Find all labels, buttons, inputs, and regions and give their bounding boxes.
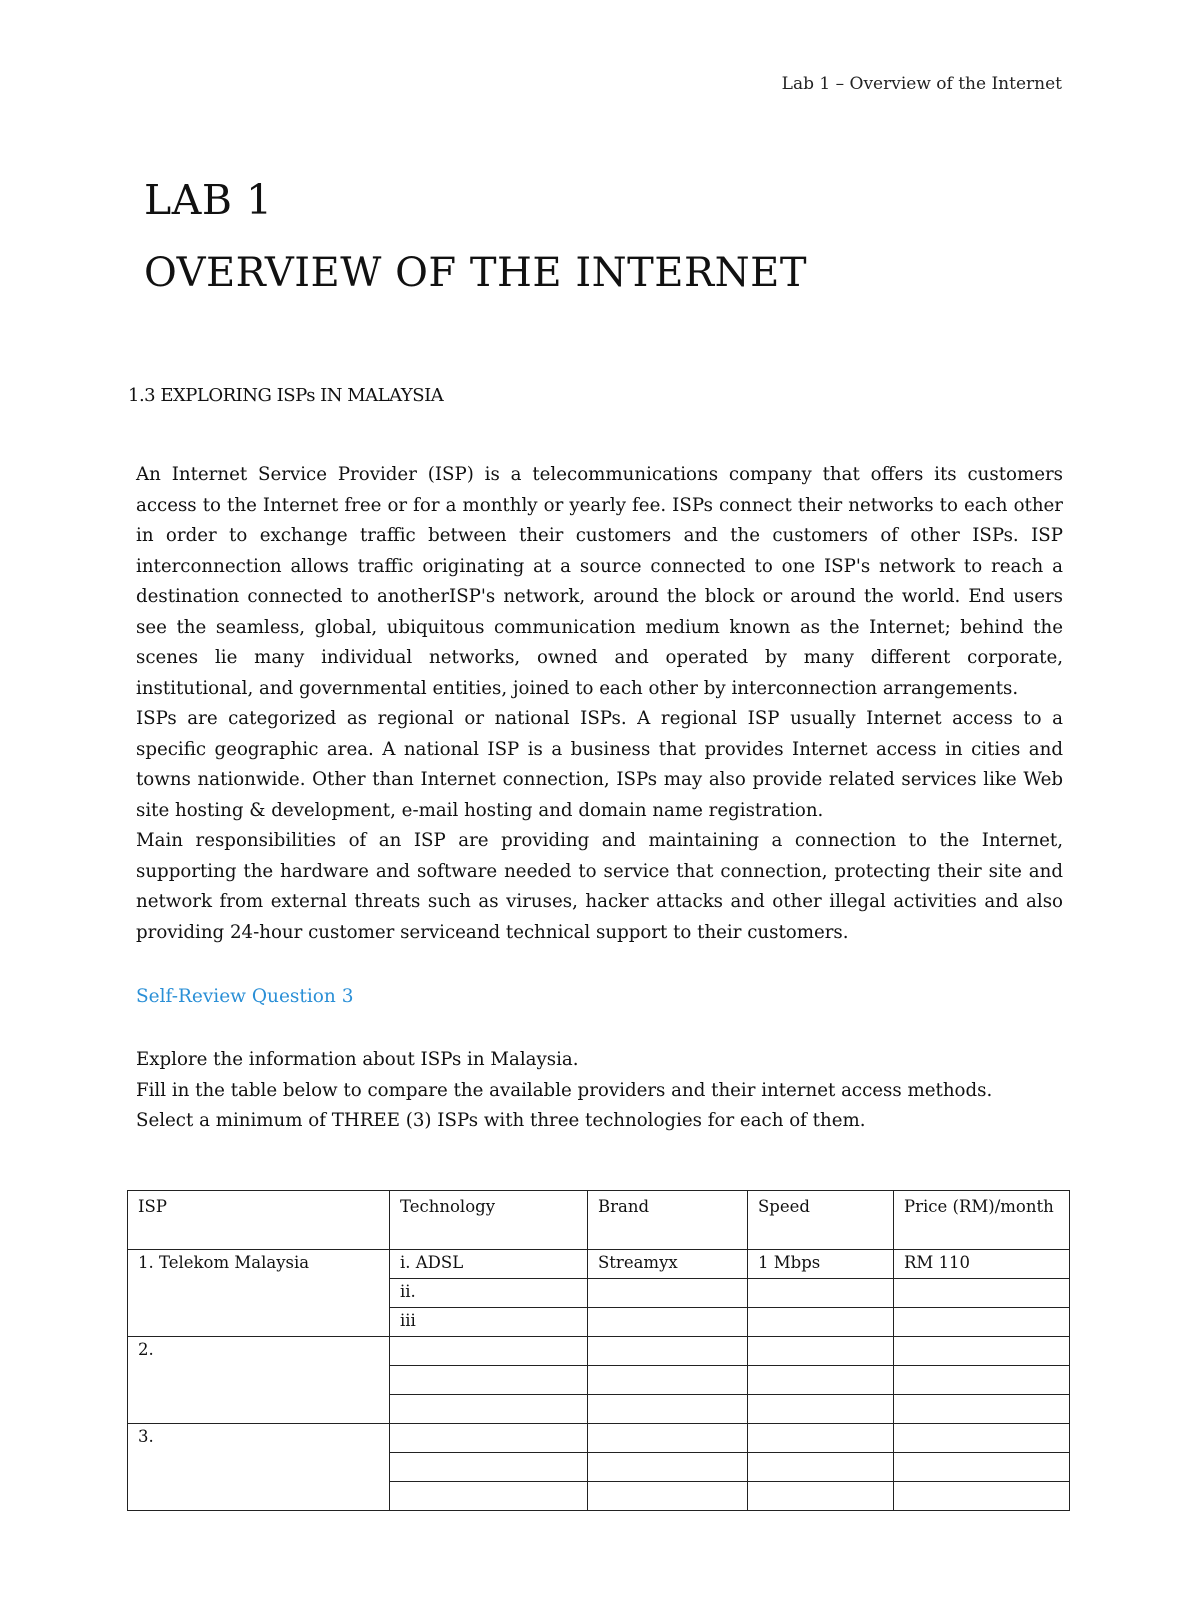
brand-cell[interactable]: [588, 1395, 748, 1424]
technology-cell[interactable]: iii: [390, 1308, 588, 1337]
price-cell[interactable]: RM 110: [894, 1250, 1070, 1279]
technology-cell[interactable]: [390, 1366, 588, 1395]
paragraph-isp-categories: ISPs are categorized as regional or national ISPs. A regional ISP usually Internet access to a specific geographic area. A national ISP is a business that provides Internet access in cities and towns nationwide. Other than Internet connection, ISPs may also provide related services like Web site hosting & development, e-mail hosting and domain name registration.: [136, 708, 1063, 821]
brand-cell[interactable]: [588, 1337, 748, 1366]
lab-number-title: LAB 1: [144, 176, 273, 224]
technology-cell[interactable]: [390, 1337, 588, 1366]
isp-cell[interactable]: 2.: [128, 1337, 390, 1424]
body-text: [136, 460, 1063, 948]
speed-cell[interactable]: [748, 1482, 894, 1511]
price-cell[interactable]: [894, 1279, 1070, 1308]
instructions: [136, 1045, 992, 1137]
price-cell[interactable]: [894, 1453, 1070, 1482]
price-cell[interactable]: [894, 1366, 1070, 1395]
speed-cell[interactable]: [748, 1366, 894, 1395]
brand-cell[interactable]: [588, 1366, 748, 1395]
table-row: [128, 1424, 1070, 1453]
header-isp: ISP: [128, 1191, 390, 1250]
brand-cell[interactable]: [588, 1308, 748, 1337]
brand-cell[interactable]: [588, 1279, 748, 1308]
technology-cell[interactable]: ii.: [390, 1279, 588, 1308]
technology-cell[interactable]: [390, 1482, 588, 1511]
speed-cell[interactable]: [748, 1424, 894, 1453]
technology-cell[interactable]: [390, 1395, 588, 1424]
isp-cell[interactable]: 1. Telekom Malaysia: [128, 1250, 390, 1337]
isp-comparison-table: [127, 1190, 1070, 1511]
instruction-line: Explore the information about ISPs in Malaysia.: [136, 1049, 579, 1070]
running-header: Lab 1 – Overview of the Internet: [781, 74, 1062, 94]
table-header-row: [128, 1191, 1070, 1250]
table-row: [128, 1337, 1070, 1366]
speed-cell[interactable]: [748, 1279, 894, 1308]
paragraph-isp-responsibilities: Main responsibilities of an ISP are providing and maintaining a connection to the Internet, supporting the hardware and software needed to service that connection, protecting their site and network from external threats such as viruses, hacker attacks and other illegal activities and also providing 24-hour customer serviceand technical support to their customers.: [136, 830, 1063, 943]
price-cell[interactable]: [894, 1424, 1070, 1453]
price-cell[interactable]: [894, 1337, 1070, 1366]
table-row: [128, 1250, 1070, 1279]
instruction-line: Fill in the table below to compare the available providers and their internet access methods.: [136, 1079, 993, 1101]
technology-cell[interactable]: [390, 1424, 588, 1453]
brand-cell[interactable]: [588, 1453, 748, 1482]
brand-cell[interactable]: [588, 1424, 748, 1453]
brand-cell[interactable]: [588, 1482, 748, 1511]
technology-cell[interactable]: [390, 1453, 588, 1482]
speed-cell[interactable]: [748, 1308, 894, 1337]
speed-cell[interactable]: 1 Mbps: [748, 1250, 894, 1279]
brand-cell[interactable]: Streamyx: [588, 1250, 748, 1279]
instruction-line: Select a minimum of THREE (3) ISPs with three technologies for each of them.: [136, 1110, 866, 1131]
price-cell[interactable]: [894, 1308, 1070, 1337]
isp-cell[interactable]: 3.: [128, 1424, 390, 1511]
header-brand: Brand: [588, 1191, 748, 1250]
technology-cell[interactable]: i. ADSL: [390, 1250, 588, 1279]
speed-cell[interactable]: [748, 1395, 894, 1424]
speed-cell[interactable]: [748, 1337, 894, 1366]
header-technology: Technology: [390, 1191, 588, 1250]
header-speed: Speed: [748, 1191, 894, 1250]
price-cell[interactable]: [894, 1395, 1070, 1424]
speed-cell[interactable]: [748, 1453, 894, 1482]
lab-title: OVERVIEW OF THE INTERNET: [144, 250, 807, 296]
price-cell[interactable]: [894, 1482, 1070, 1511]
self-review-heading: Self-Review Question 3: [136, 986, 354, 1007]
header-price: Price (RM)/month: [894, 1191, 1070, 1250]
paragraph-isp-definition: An Internet Service Provider (ISP) is a telecommunications company that offers its customers access to the Internet free or for a monthly or yearly fee. ISPs connect their networks to each other in order to exchange traffic between their customers and the customers of other ISPs. ISP interconnection allows traffic originating at a source connected to one ISP's network to reach a destination connected to anotherISP's network, around the block or around the world. End users see the seamless, global, ubiquitous communication medium known as the Internet; behind the scenes lie many individual networks, owned and operated by many different corporate, institutional, and governmental entities, joined to each other by interconnection arrangements.: [136, 464, 1063, 699]
section-heading: 1.3 EXPLORING ISPs IN MALAYSIA: [128, 385, 444, 406]
